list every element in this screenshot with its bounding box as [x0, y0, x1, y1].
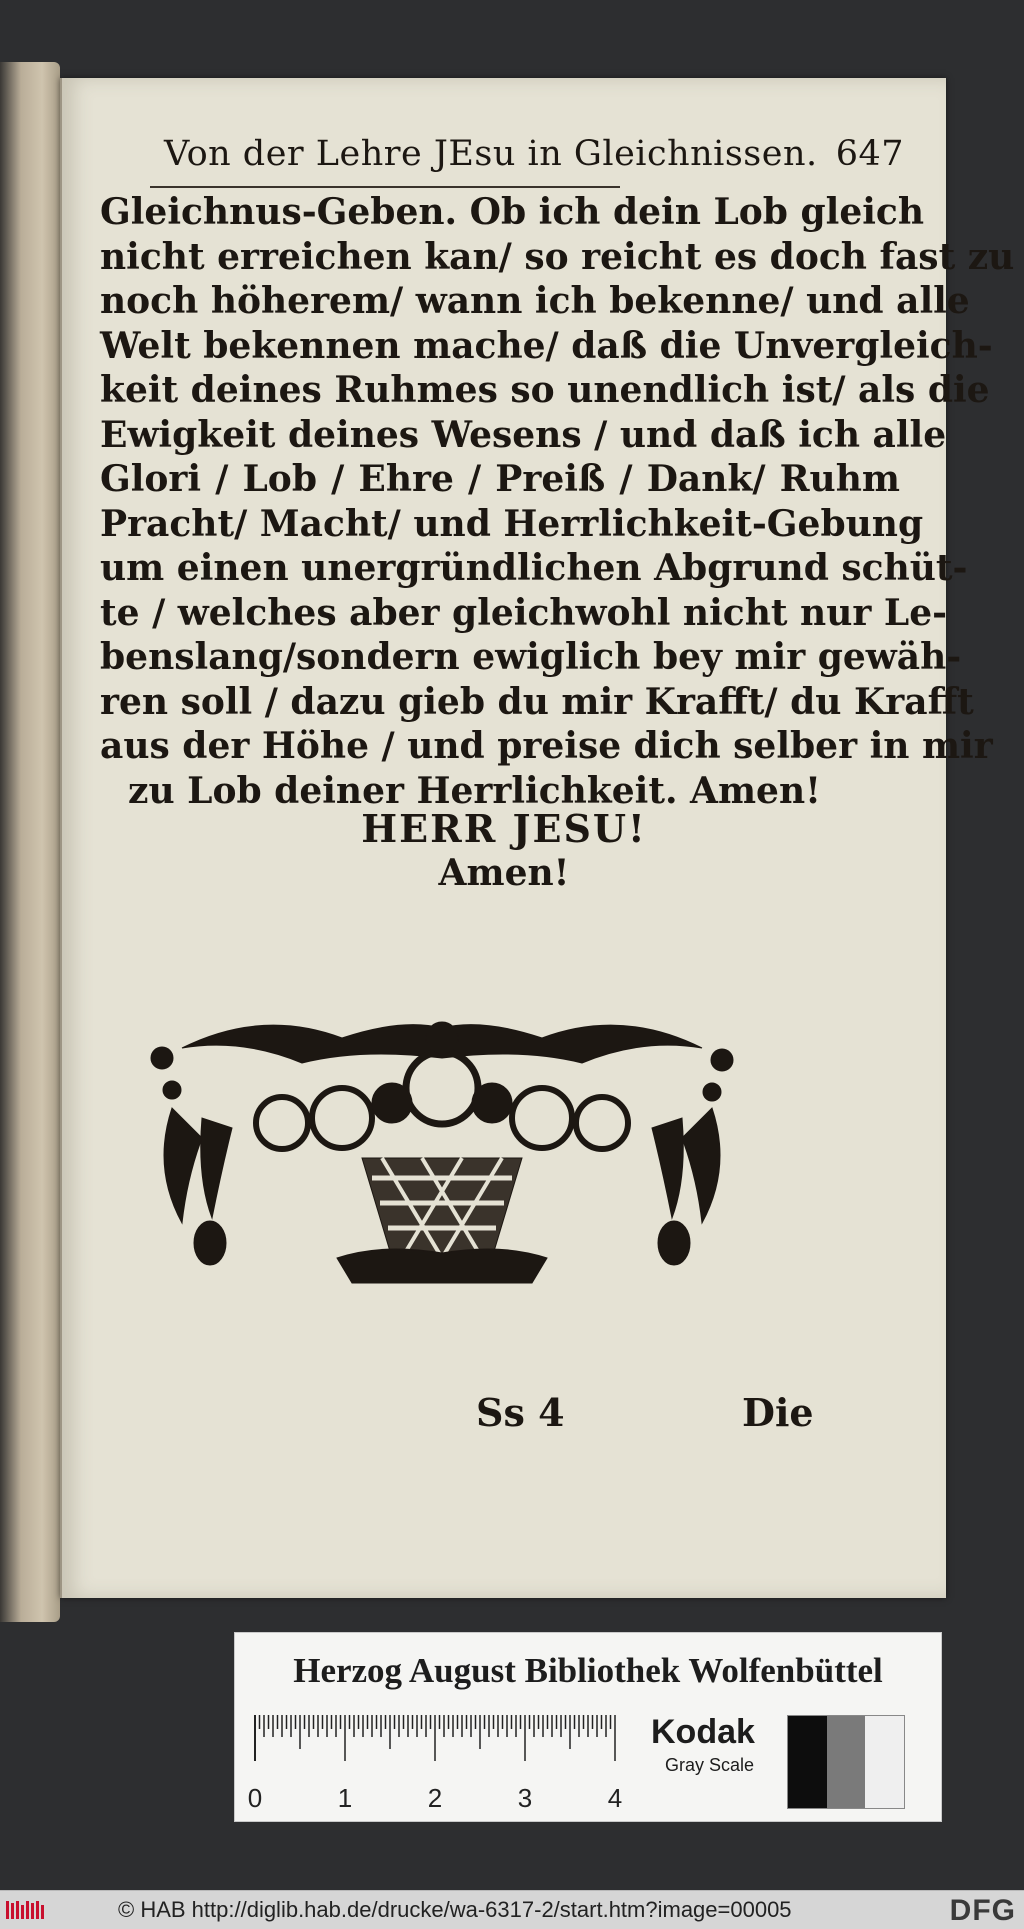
body-text [100, 190, 1015, 813]
text-line: Gleichnus-Geben. Ob ich dein Lob gleich [100, 191, 924, 233]
book-page [60, 78, 1015, 1598]
running-head-title: Von der Lehre JEsu in Gleichnissen. [164, 134, 818, 174]
color-calibration-card [234, 1632, 942, 1822]
signature-mark: Ss 4 [476, 1390, 565, 1435]
closing-amen: Amen! [438, 852, 570, 894]
swatch-gray [827, 1716, 866, 1808]
text-line: Welt bekennen mache/ daß die Unvergleich- [100, 324, 993, 367]
running-head-rule [150, 186, 620, 188]
dfg-logo: DFG [949, 1894, 1016, 1927]
text-line: te / welches aber gleichwohl nicht nur Le- [100, 591, 948, 634]
footer-bar [0, 1890, 1024, 1929]
ruler-label: 3 [517, 1783, 533, 1813]
gray-scale-swatches [787, 1715, 905, 1809]
swatch-white [865, 1716, 904, 1808]
hab-logo-icon [6, 1899, 46, 1921]
catchword: Die [742, 1390, 814, 1435]
text-line: Ewigkeit deines Wesens / und daß ich alle [100, 413, 947, 456]
swatch-black [788, 1716, 827, 1808]
gray-scale-label: Gray Scale [665, 1755, 755, 1775]
text-line: Pracht/ Macht/ und Herrlichkeit-Gebung [100, 502, 924, 545]
page-number: 647 [835, 134, 904, 174]
measurement-ruler [247, 1711, 655, 1813]
text-line: benslang/sondern ewiglich bey mir gewäh- [100, 636, 962, 678]
text-line: noch höherem/ wann ich bekenne/ und alle [100, 280, 970, 322]
ruler-label: 2 [427, 1783, 443, 1813]
text-line: zu Lob deiner Herrlichkeit. Amen! [128, 769, 821, 812]
flower-basket-ornament [142, 1008, 742, 1308]
footer-link[interactable]: © HAB http://diglib.hab.de/drucke/wa-6317-2/start.htm?image=00005 [118, 1897, 792, 1922]
text-line: aus der Höhe / und preise dich selber in mir [100, 725, 993, 767]
text-line: nicht erreichen kan/ so reicht es doch fast zu [100, 235, 1015, 278]
ruler-label: 1 [337, 1783, 353, 1813]
kodak-logo: Kodak [651, 1713, 755, 1751]
text-line: ren soll / dazu gieb du mir Krafft/ du Krafft [100, 680, 974, 723]
ruler-label: 0 [247, 1783, 263, 1813]
text-line: Glori / Lob / Ehre / Preiß / Dank/ Ruhm [100, 458, 900, 500]
institution-name: Herzog August Bibliothek Wolfenbüttel [293, 1651, 883, 1690]
book-cover-edge [0, 62, 60, 1622]
text-line: keit deines Ruhmes so unendlich ist/ als die [100, 369, 990, 411]
text-line: um einen unergründlichen Abgrund schüt- [100, 547, 968, 589]
ruler-label: 4 [607, 1783, 623, 1813]
closing-heading: HERR JESU! [361, 806, 647, 851]
